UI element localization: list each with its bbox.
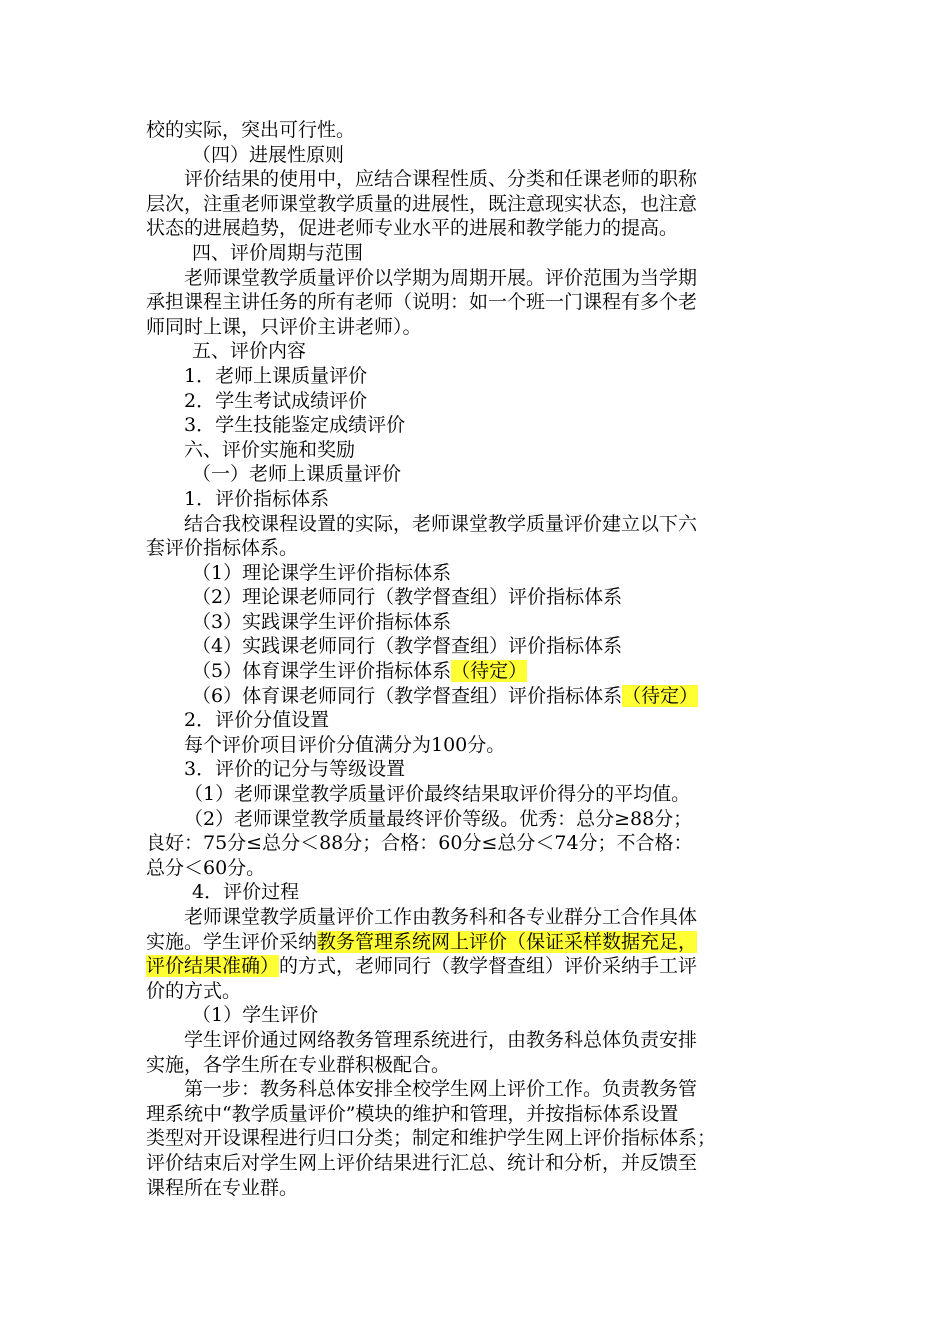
text-line [146,708,806,733]
line-text: 第一步：教务科总体安排全校学生网上评价工作。负责教务管 [184,1078,698,1101]
text-line [146,733,806,758]
text-line [146,364,806,389]
line-text: （2）老师课堂教学质量最终评价等级。优秀：总分≥88分； [184,807,693,830]
text-line [146,1102,806,1127]
text-line [146,266,806,291]
line-text: 状态的进展趋势，促进老师专业水平的进展和教学能力的提高。 [146,217,679,240]
line-text: 2．评价分值设置 [184,709,330,732]
line-text: 3．评价的记分与等级设置 [184,758,406,781]
line-text: 1．老师上课质量评价 [184,364,368,387]
text-line [146,438,806,463]
line-text: （1）学生评价 [192,1004,319,1027]
text-line [146,856,806,881]
highlighted-text: （待定） [451,660,528,683]
line-text: 层次，注重老师课堂教学质量的进展性，既注意现实状态，也注意 [146,192,698,215]
document-body [146,118,806,1200]
text-line [146,1126,806,1151]
line-text: 四、评价周期与范围 [192,241,364,264]
text-line [146,930,806,955]
text-line [146,757,806,782]
line-text: 套评价指标体系。 [146,537,299,560]
text-line [146,979,806,1004]
text-line [146,1151,806,1176]
text-line [146,167,806,192]
line-text: 老师课堂教学质量评价工作由教务科和各专业群分工合作具体 [184,906,698,928]
line-text: 实施，各学生所在专业群积极配合。 [146,1053,451,1076]
line-text: （3）实践课学生评价指标体系 [192,610,452,633]
text-line [146,684,806,709]
line-text: （4）实践课老师同行（教学督查组）评价指标体系 [192,635,623,658]
line-text: 理系统中“教学质量评价”模块的维护和管理，并按指标体系设置 [146,1102,679,1125]
line-text-after: 的方式，老师同行（教学督查组）评价采纳手工评 [279,955,698,978]
line-text: 实施。学生评价采纳 [146,930,318,953]
text-line [146,1028,806,1053]
line-text: 老师课堂教学质量评价以学期为周期开展。评价范围为当学期 [184,266,698,289]
text-line [146,585,806,610]
line-text: 学生评价通过网络教务管理系统进行，由教务科总体负责安排 [184,1028,698,1051]
line-text: 2．学生考试成绩评价 [184,389,368,412]
text-line [146,192,806,217]
line-text: 1．评价指标体系 [184,487,330,510]
highlighted-text: 评价结果准确） [146,955,280,978]
text-line [146,954,806,979]
text-line [146,462,806,487]
text-line [146,389,806,414]
line-text: 价的方式。 [146,979,242,1002]
text-line [146,880,806,905]
line-text: 评价结果的使用中，应结合课程性质、分类和任课老师的职称 [184,168,698,191]
line-text: 五、评价内容 [192,340,307,363]
text-line [146,143,806,168]
line-text: （5）体育课学生评价指标体系 [192,660,452,683]
text-line [146,216,806,241]
text-line [146,487,806,512]
text-line [146,831,806,856]
line-text: 师同时上课，只评价主讲老师）。 [146,315,422,338]
line-text: 结合我校课程设置的实际，老师课堂教学质量评价建立以下六 [184,512,698,535]
text-line [146,1077,806,1102]
text-line [146,241,806,266]
line-text: 校的实际，突出可行性。 [146,119,356,141]
text-line [146,610,806,635]
text-line [146,536,806,561]
highlighted-text: 教务管理系统网上评价（保证采样数据充足， [317,930,698,953]
text-line [146,782,806,807]
text-line [146,290,806,315]
highlighted-text: （待定） [622,684,699,707]
text-line [146,413,806,438]
text-line [146,1176,806,1201]
text-line [146,659,806,684]
line-text: 3．学生技能鉴定成绩评价 [184,414,406,437]
text-line [146,118,806,143]
text-line [146,512,806,537]
line-text: 总分＜60分。 [146,856,266,879]
text-line [146,807,806,832]
text-line [146,561,806,586]
line-text: （2）理论课老师同行（教学督查组）评价指标体系 [192,586,623,609]
line-text: 六、评价实施和奖励 [184,438,356,461]
text-line [146,339,806,364]
text-line [146,1003,806,1028]
line-text: （四）进展性原则 [192,143,345,166]
line-text: 课程所在专业群。 [146,1176,299,1199]
line-text: （1）老师课堂教学质量评价最终结果取评价得分的平均值。 [184,783,691,806]
line-text: 4．评价过程 [192,881,300,904]
line-text: （一）老师上课质量评价 [192,463,402,486]
text-line [146,634,806,659]
line-text: （6）体育课老师同行（教学督查组）评价指标体系 [192,684,623,707]
text-line [146,1053,806,1078]
line-text: 类型对开设课程进行归口分类；制定和维护学生网上评价指标体系； [146,1127,717,1150]
line-text: 评价结束后对学生网上评价结果进行汇总、统计和分析，并反馈至 [146,1151,698,1174]
line-text: 每个评价项目评价分值满分为100分。 [184,733,506,756]
text-line [146,905,806,930]
text-line [146,315,806,340]
line-text: 承担课程主讲任务的所有老师（说明：如一个班一门课程有多个老 [146,291,698,314]
line-text: （1）理论课学生评价指标体系 [192,561,452,584]
line-text: 良好：75分≤总分＜88分；合格：60分≤总分＜74分；不合格： [146,832,693,855]
